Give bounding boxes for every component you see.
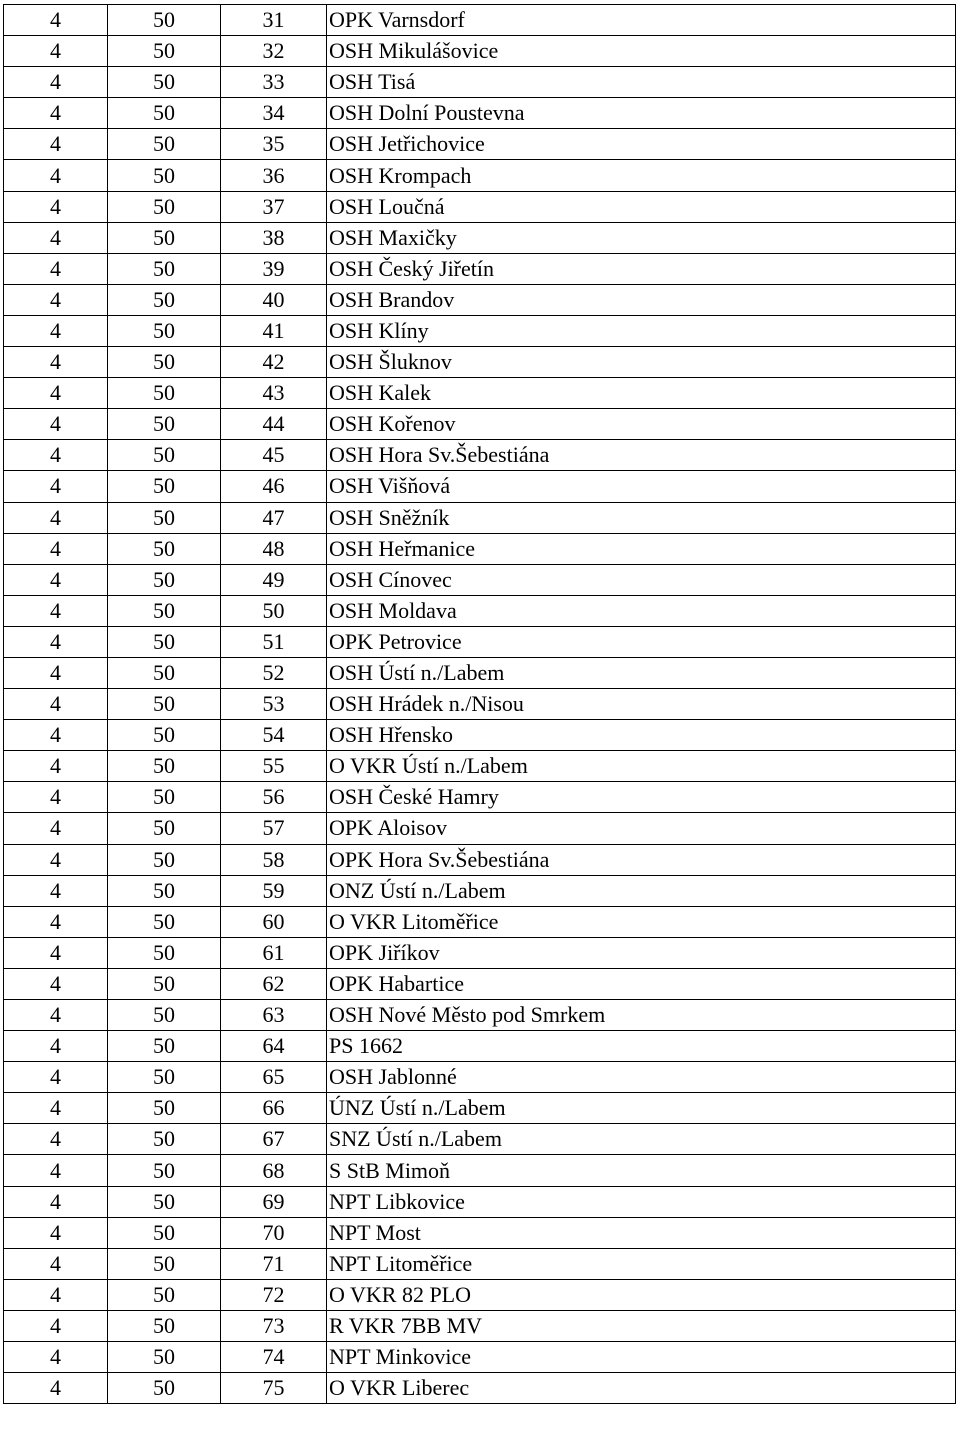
cell-col-1: 4 bbox=[4, 5, 108, 36]
cell-col-1: 4 bbox=[4, 1248, 108, 1279]
cell-col-1: 4 bbox=[4, 595, 108, 626]
cell-col-3: 55 bbox=[221, 751, 327, 782]
cell-col-3: 48 bbox=[221, 533, 327, 564]
cell-col-3: 73 bbox=[221, 1310, 327, 1341]
cell-unit-name: OSH Heřmanice bbox=[327, 533, 956, 564]
cell-col-3: 41 bbox=[221, 315, 327, 346]
table-row bbox=[4, 440, 956, 471]
cell-col-2: 50 bbox=[108, 626, 221, 657]
cell-col-3: 57 bbox=[221, 813, 327, 844]
cell-col-2: 50 bbox=[108, 595, 221, 626]
cell-col-2: 50 bbox=[108, 1373, 221, 1404]
cell-col-2: 50 bbox=[108, 1310, 221, 1341]
cell-col-1: 4 bbox=[4, 1155, 108, 1186]
table-row bbox=[4, 1000, 956, 1031]
cell-col-1: 4 bbox=[4, 502, 108, 533]
cell-unit-name: OSH Jablonné bbox=[327, 1062, 956, 1093]
cell-unit-name: OSH Klíny bbox=[327, 315, 956, 346]
cell-col-2: 50 bbox=[108, 968, 221, 999]
table-row bbox=[4, 813, 956, 844]
cell-col-1: 4 bbox=[4, 284, 108, 315]
cell-col-2: 50 bbox=[108, 906, 221, 937]
cell-unit-name: ÚNZ Ústí n./Labem bbox=[327, 1093, 956, 1124]
table-row bbox=[4, 129, 956, 160]
cell-col-2: 50 bbox=[108, 347, 221, 378]
cell-col-1: 4 bbox=[4, 844, 108, 875]
cell-unit-name: NPT Minkovice bbox=[327, 1342, 956, 1373]
cell-unit-name: OSH Tisá bbox=[327, 67, 956, 98]
cell-col-1: 4 bbox=[4, 906, 108, 937]
cell-col-2: 50 bbox=[108, 315, 221, 346]
cell-col-1: 4 bbox=[4, 1310, 108, 1341]
table-row bbox=[4, 36, 956, 67]
table-row bbox=[4, 315, 956, 346]
cell-col-3: 61 bbox=[221, 937, 327, 968]
cell-col-1: 4 bbox=[4, 1186, 108, 1217]
cell-col-2: 50 bbox=[108, 191, 221, 222]
table-row bbox=[4, 1093, 956, 1124]
cell-col-3: 40 bbox=[221, 284, 327, 315]
cell-col-2: 50 bbox=[108, 5, 221, 36]
cell-unit-name: OSH Višňová bbox=[327, 471, 956, 502]
cell-col-3: 67 bbox=[221, 1124, 327, 1155]
cell-col-1: 4 bbox=[4, 751, 108, 782]
cell-col-1: 4 bbox=[4, 875, 108, 906]
cell-col-1: 4 bbox=[4, 720, 108, 751]
table-row bbox=[4, 191, 956, 222]
cell-col-3: 46 bbox=[221, 471, 327, 502]
cell-unit-name: PS 1662 bbox=[327, 1031, 956, 1062]
cell-col-2: 50 bbox=[108, 160, 221, 191]
cell-col-2: 50 bbox=[108, 844, 221, 875]
cell-col-2: 50 bbox=[108, 875, 221, 906]
cell-unit-name: O VKR 82 PLO bbox=[327, 1279, 956, 1310]
cell-col-1: 4 bbox=[4, 782, 108, 813]
cell-col-1: 4 bbox=[4, 347, 108, 378]
table-row bbox=[4, 626, 956, 657]
cell-col-2: 50 bbox=[108, 689, 221, 720]
cell-unit-name: OSH Krompach bbox=[327, 160, 956, 191]
cell-col-1: 4 bbox=[4, 160, 108, 191]
table-row bbox=[4, 1031, 956, 1062]
cell-unit-name: OSH Hrádek n./Nisou bbox=[327, 689, 956, 720]
table-row bbox=[4, 5, 956, 36]
cell-col-2: 50 bbox=[108, 782, 221, 813]
cell-col-3: 51 bbox=[221, 626, 327, 657]
cell-col-3: 38 bbox=[221, 222, 327, 253]
table-row bbox=[4, 378, 956, 409]
cell-col-3: 60 bbox=[221, 906, 327, 937]
table-row bbox=[4, 968, 956, 999]
cell-unit-name: OPK Petrovice bbox=[327, 626, 956, 657]
cell-col-2: 50 bbox=[108, 533, 221, 564]
cell-col-2: 50 bbox=[108, 440, 221, 471]
table-row bbox=[4, 1342, 956, 1373]
cell-col-2: 50 bbox=[108, 253, 221, 284]
cell-col-1: 4 bbox=[4, 937, 108, 968]
cell-col-3: 54 bbox=[221, 720, 327, 751]
cell-col-1: 4 bbox=[4, 315, 108, 346]
cell-col-3: 34 bbox=[221, 98, 327, 129]
cell-col-3: 42 bbox=[221, 347, 327, 378]
cell-col-1: 4 bbox=[4, 657, 108, 688]
cell-col-2: 50 bbox=[108, 1217, 221, 1248]
cell-col-3: 66 bbox=[221, 1093, 327, 1124]
cell-col-2: 50 bbox=[108, 129, 221, 160]
cell-unit-name: O VKR Litoměřice bbox=[327, 906, 956, 937]
table-row bbox=[4, 502, 956, 533]
cell-col-3: 64 bbox=[221, 1031, 327, 1062]
cell-col-2: 50 bbox=[108, 1279, 221, 1310]
cell-col-3: 74 bbox=[221, 1342, 327, 1373]
cell-unit-name: OSH Kořenov bbox=[327, 409, 956, 440]
cell-unit-name: OPK Jiříkov bbox=[327, 937, 956, 968]
cell-unit-name: NPT Litoměřice bbox=[327, 1248, 956, 1279]
cell-col-2: 50 bbox=[108, 1155, 221, 1186]
cell-unit-name: OSH Brandov bbox=[327, 284, 956, 315]
cell-col-3: 36 bbox=[221, 160, 327, 191]
cell-col-2: 50 bbox=[108, 813, 221, 844]
table-row bbox=[4, 689, 956, 720]
cell-col-1: 4 bbox=[4, 1217, 108, 1248]
table-row bbox=[4, 564, 956, 595]
cell-unit-name: OPK Aloisov bbox=[327, 813, 956, 844]
cell-col-3: 47 bbox=[221, 502, 327, 533]
table-row bbox=[4, 1217, 956, 1248]
cell-unit-name: OSH Hora Sv.Šebestiána bbox=[327, 440, 956, 471]
cell-col-2: 50 bbox=[108, 378, 221, 409]
cell-unit-name: OSH Ústí n./Labem bbox=[327, 657, 956, 688]
cell-col-1: 4 bbox=[4, 36, 108, 67]
table-row bbox=[4, 782, 956, 813]
cell-col-1: 4 bbox=[4, 1373, 108, 1404]
cell-unit-name: NPT Libkovice bbox=[327, 1186, 956, 1217]
cell-unit-name: SNZ Ústí n./Labem bbox=[327, 1124, 956, 1155]
cell-unit-name: OSH Český Jiřetín bbox=[327, 253, 956, 284]
table-row bbox=[4, 222, 956, 253]
cell-col-2: 50 bbox=[108, 657, 221, 688]
cell-col-3: 33 bbox=[221, 67, 327, 98]
cell-col-1: 4 bbox=[4, 1031, 108, 1062]
cell-col-2: 50 bbox=[108, 36, 221, 67]
cell-unit-name: OPK Habartice bbox=[327, 968, 956, 999]
cell-unit-name: OSH Kalek bbox=[327, 378, 956, 409]
cell-col-1: 4 bbox=[4, 1062, 108, 1093]
table-row bbox=[4, 937, 956, 968]
table-row bbox=[4, 906, 956, 937]
cell-col-2: 50 bbox=[108, 502, 221, 533]
cell-unit-name: OSH Cínovec bbox=[327, 564, 956, 595]
cell-col-2: 50 bbox=[108, 471, 221, 502]
cell-unit-name: OPK Hora Sv.Šebestiána bbox=[327, 844, 956, 875]
cell-col-2: 50 bbox=[108, 751, 221, 782]
cell-col-1: 4 bbox=[4, 98, 108, 129]
table-row bbox=[4, 751, 956, 782]
table-row bbox=[4, 67, 956, 98]
cell-unit-name: OSH Mikulášovice bbox=[327, 36, 956, 67]
cell-col-3: 39 bbox=[221, 253, 327, 284]
cell-unit-name: OSH Šluknov bbox=[327, 347, 956, 378]
cell-unit-name: OSH Hřensko bbox=[327, 720, 956, 751]
table-row bbox=[4, 1248, 956, 1279]
table-row bbox=[4, 160, 956, 191]
cell-col-1: 4 bbox=[4, 626, 108, 657]
cell-unit-name: R VKR 7BB MV bbox=[327, 1310, 956, 1341]
table-row bbox=[4, 347, 956, 378]
cell-col-1: 4 bbox=[4, 222, 108, 253]
table-row bbox=[4, 1279, 956, 1310]
table-row bbox=[4, 844, 956, 875]
cell-col-1: 4 bbox=[4, 564, 108, 595]
table-row bbox=[4, 409, 956, 440]
cell-unit-name: OSH Nové Město pod Smrkem bbox=[327, 1000, 956, 1031]
cell-col-3: 70 bbox=[221, 1217, 327, 1248]
table-row bbox=[4, 533, 956, 564]
cell-col-3: 43 bbox=[221, 378, 327, 409]
table-row bbox=[4, 1124, 956, 1155]
cell-unit-name: OPK Varnsdorf bbox=[327, 5, 956, 36]
cell-col-1: 4 bbox=[4, 1000, 108, 1031]
table-row bbox=[4, 1310, 956, 1341]
cell-unit-name: ONZ Ústí n./Labem bbox=[327, 875, 956, 906]
table-row bbox=[4, 253, 956, 284]
cell-col-1: 4 bbox=[4, 1279, 108, 1310]
table-row bbox=[4, 720, 956, 751]
cell-col-2: 50 bbox=[108, 1186, 221, 1217]
cell-col-3: 35 bbox=[221, 129, 327, 160]
table-row bbox=[4, 284, 956, 315]
table-row bbox=[4, 471, 956, 502]
cell-col-2: 50 bbox=[108, 98, 221, 129]
cell-col-2: 50 bbox=[108, 564, 221, 595]
cell-col-2: 50 bbox=[108, 1000, 221, 1031]
cell-col-1: 4 bbox=[4, 409, 108, 440]
cell-col-3: 50 bbox=[221, 595, 327, 626]
cell-col-3: 32 bbox=[221, 36, 327, 67]
cell-col-3: 69 bbox=[221, 1186, 327, 1217]
cell-col-2: 50 bbox=[108, 67, 221, 98]
table-row bbox=[4, 875, 956, 906]
cell-col-2: 50 bbox=[108, 1062, 221, 1093]
cell-col-1: 4 bbox=[4, 378, 108, 409]
cell-unit-name: OSH České Hamry bbox=[327, 782, 956, 813]
cell-col-2: 50 bbox=[108, 284, 221, 315]
cell-col-2: 50 bbox=[108, 409, 221, 440]
cell-col-1: 4 bbox=[4, 689, 108, 720]
cell-unit-name: OSH Maxičky bbox=[327, 222, 956, 253]
cell-col-1: 4 bbox=[4, 1093, 108, 1124]
cell-col-3: 45 bbox=[221, 440, 327, 471]
cell-col-3: 75 bbox=[221, 1373, 327, 1404]
table-row bbox=[4, 1062, 956, 1093]
cell-col-2: 50 bbox=[108, 720, 221, 751]
cell-col-3: 63 bbox=[221, 1000, 327, 1031]
cell-col-1: 4 bbox=[4, 968, 108, 999]
cell-unit-name: O VKR Ústí n./Labem bbox=[327, 751, 956, 782]
cell-col-1: 4 bbox=[4, 129, 108, 160]
cell-unit-name: O VKR Liberec bbox=[327, 1373, 956, 1404]
cell-col-2: 50 bbox=[108, 1093, 221, 1124]
cell-col-2: 50 bbox=[108, 1124, 221, 1155]
cell-unit-name: OSH Sněžník bbox=[327, 502, 956, 533]
cell-col-1: 4 bbox=[4, 471, 108, 502]
cell-col-2: 50 bbox=[108, 1342, 221, 1373]
table-row bbox=[4, 1186, 956, 1217]
unit-table bbox=[3, 4, 956, 1404]
table-row bbox=[4, 1373, 956, 1404]
table-row bbox=[4, 657, 956, 688]
cell-col-1: 4 bbox=[4, 440, 108, 471]
cell-col-3: 72 bbox=[221, 1279, 327, 1310]
unit-table-body bbox=[4, 5, 956, 1404]
cell-col-3: 62 bbox=[221, 968, 327, 999]
cell-col-3: 31 bbox=[221, 5, 327, 36]
cell-col-3: 59 bbox=[221, 875, 327, 906]
table-row bbox=[4, 98, 956, 129]
cell-col-1: 4 bbox=[4, 533, 108, 564]
cell-col-1: 4 bbox=[4, 1124, 108, 1155]
cell-col-3: 52 bbox=[221, 657, 327, 688]
cell-unit-name: OSH Jetřichovice bbox=[327, 129, 956, 160]
cell-col-3: 58 bbox=[221, 844, 327, 875]
cell-col-2: 50 bbox=[108, 937, 221, 968]
cell-unit-name: OSH Dolní Poustevna bbox=[327, 98, 956, 129]
cell-col-3: 53 bbox=[221, 689, 327, 720]
cell-col-3: 65 bbox=[221, 1062, 327, 1093]
cell-col-3: 37 bbox=[221, 191, 327, 222]
cell-col-1: 4 bbox=[4, 253, 108, 284]
cell-col-3: 68 bbox=[221, 1155, 327, 1186]
cell-col-3: 71 bbox=[221, 1248, 327, 1279]
cell-col-2: 50 bbox=[108, 222, 221, 253]
cell-col-1: 4 bbox=[4, 813, 108, 844]
cell-col-2: 50 bbox=[108, 1031, 221, 1062]
cell-col-1: 4 bbox=[4, 67, 108, 98]
table-row bbox=[4, 595, 956, 626]
cell-col-1: 4 bbox=[4, 191, 108, 222]
cell-col-3: 56 bbox=[221, 782, 327, 813]
cell-unit-name: NPT Most bbox=[327, 1217, 956, 1248]
cell-col-3: 49 bbox=[221, 564, 327, 595]
cell-unit-name: OSH Moldava bbox=[327, 595, 956, 626]
cell-col-2: 50 bbox=[108, 1248, 221, 1279]
table-row bbox=[4, 1155, 956, 1186]
cell-col-1: 4 bbox=[4, 1342, 108, 1373]
cell-col-3: 44 bbox=[221, 409, 327, 440]
cell-unit-name: OSH Loučná bbox=[327, 191, 956, 222]
cell-unit-name: S StB Mimoň bbox=[327, 1155, 956, 1186]
